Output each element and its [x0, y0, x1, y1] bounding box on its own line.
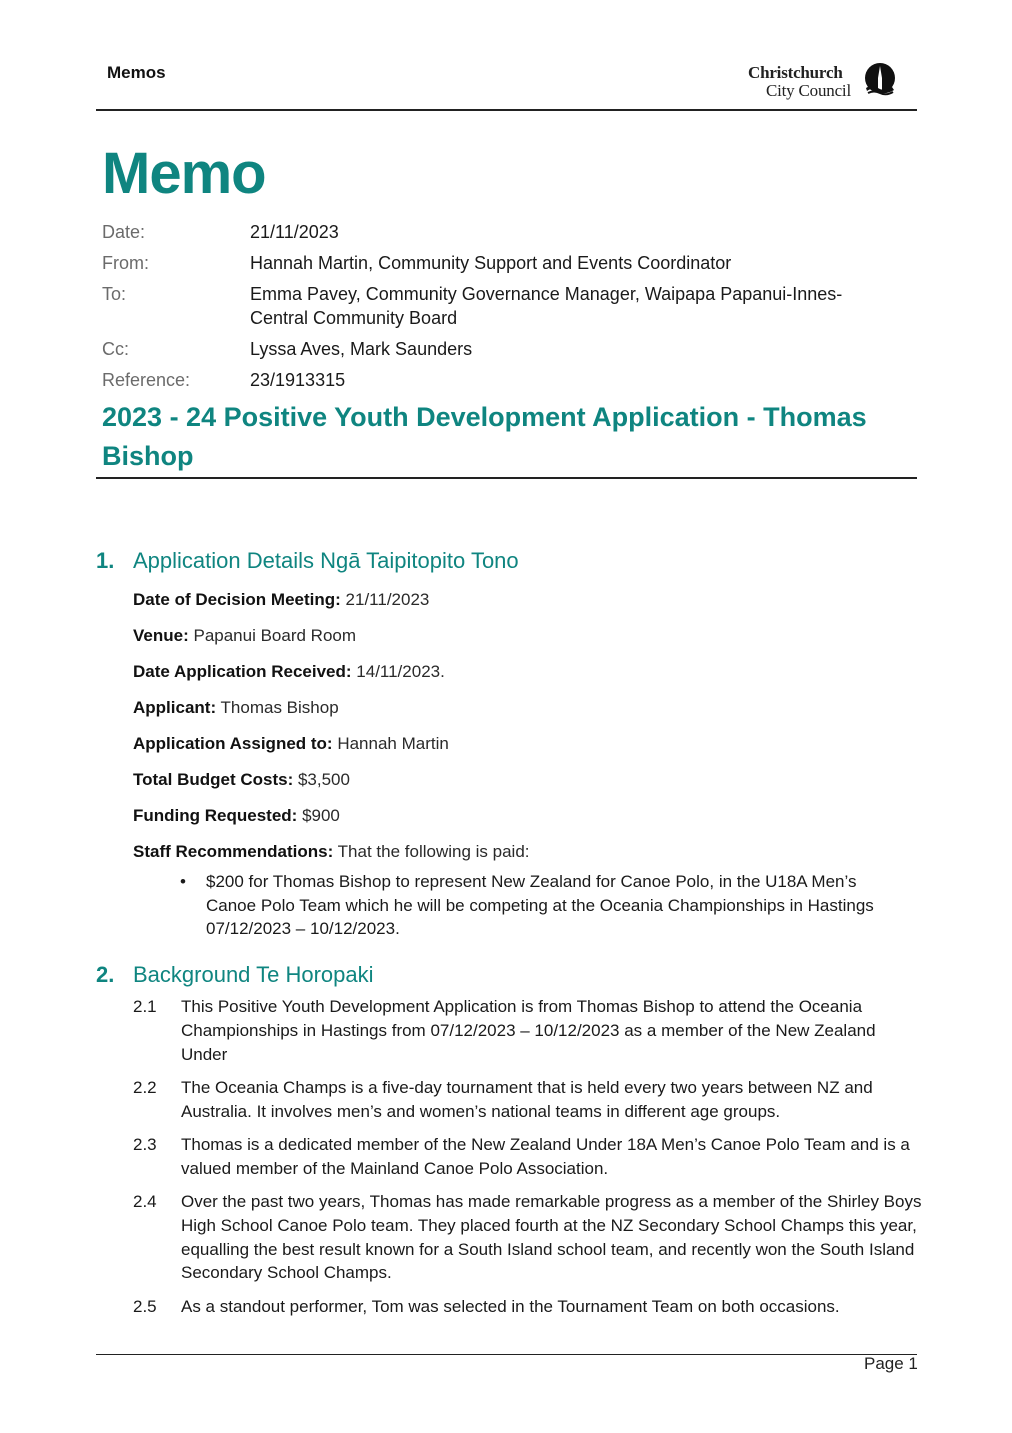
application-details: [133, 588, 903, 876]
meta-key: Reference:: [102, 370, 191, 390]
meta-row-date: [102, 220, 902, 244]
header-label: Memos: [107, 63, 166, 82]
meta-value: Lyssa Aves, Mark Saunders: [250, 339, 473, 359]
detail-row: [133, 660, 903, 696]
memo-title: Memo: [102, 141, 266, 206]
meta-row-cc: [102, 337, 902, 361]
list-item: $200 for Thomas Bishop to represent New Zealand for Canoe Polo, in the U18A Men’s Canoe Polo Team which he will be competing at the Oceania Championships in Hastings 07/12/2023 – 10/12/2023.: [206, 872, 874, 938]
detail-label: Date of Decision Meeting:: [133, 590, 341, 609]
page-number: Page 1: [864, 1354, 918, 1373]
detail-row: [133, 588, 903, 624]
header-rule: [96, 109, 917, 111]
detail-value: 14/11/2023.: [356, 662, 445, 681]
background-paragraph: [133, 1076, 923, 1124]
subject-rule: [96, 477, 917, 479]
detail-row: [133, 768, 903, 804]
detail-row: [133, 804, 903, 840]
recommendation-list: [180, 870, 900, 941]
paragraph-number: 2.2: [133, 1078, 157, 1097]
detail-label: Staff Recommendations:: [133, 842, 334, 861]
detail-row: [133, 696, 903, 732]
paragraph-text: Over the past two years, Thomas has made remarkable progress as a member of the Shirley Boys High School Canoe Polo team. They placed fourth at the NZ Secondary School Champs this year, equalling the best result known for a South Island school team, and recently won the South Island Secondary School Champs.: [181, 1192, 922, 1283]
meta-value: 23/1913315: [250, 370, 346, 390]
logo-text-line1: Christchurch: [748, 63, 843, 82]
section-heading-2: [96, 962, 374, 988]
detail-label: Funding Requested:: [133, 806, 298, 825]
paragraph-number: 2.1: [133, 997, 157, 1016]
meta-key: To:: [102, 284, 127, 304]
section-title: Application Details Ngā Taipitopito Tono: [133, 548, 519, 573]
section-title: Background Te Horopaki: [133, 962, 374, 987]
paragraph-number: 2.5: [133, 1297, 157, 1316]
detail-value: That the following is paid:: [337, 842, 530, 861]
section-number: 1.: [96, 548, 115, 573]
section-number: 2.: [96, 962, 115, 987]
detail-value: Hannah Martin: [337, 734, 449, 753]
meta-row-from: [102, 251, 902, 275]
footer-rule: [96, 1354, 917, 1355]
logo-text-line2: City Council: [766, 81, 851, 100]
detail-label: Application Assigned to:: [133, 734, 333, 753]
meta-value: 21/11/2023: [250, 222, 339, 242]
detail-value: 21/11/2023: [345, 590, 430, 609]
meta-key: Date:: [102, 222, 146, 242]
meta-value: Hannah Martin, Community Support and Events Coordinator: [250, 253, 732, 273]
background-paragraph: [133, 1190, 923, 1285]
detail-label: Date Application Received:: [133, 662, 352, 681]
detail-label: Applicant:: [133, 698, 217, 717]
detail-value: $3,500: [297, 770, 350, 789]
meta-key: From:: [102, 253, 149, 273]
section-heading-1: [96, 548, 519, 574]
meta-value: Emma Pavey, Community Governance Manager, Waipapa Papanui-Innes-Central Community Board: [250, 284, 843, 328]
cathedral-icon: [862, 62, 898, 98]
detail-row: [133, 732, 903, 768]
detail-label: Venue:: [133, 626, 189, 645]
meta-row-to: [102, 282, 902, 330]
paragraph-text: The Oceania Champs is a five-day tournament that is held every two years between NZ and Australia. It involves men’s and women’s national teams in different age groups.: [181, 1078, 873, 1121]
detail-value: Thomas Bishop: [220, 698, 339, 717]
meta-row-reference: [102, 368, 902, 392]
paragraph-text: This Positive Youth Development Application is from Thomas Bishop to attend the Oceania Championships in Hastings from 07/12/2023 – 10/12/2023 as a member of the New Zealand Under: [181, 997, 876, 1064]
detail-value: Papanui Board Room: [193, 626, 357, 645]
paragraph-number: 2.3: [133, 1135, 157, 1154]
background-paragraph: [133, 1295, 923, 1319]
background-paragraph: [133, 995, 923, 1066]
paragraph-text: Thomas is a dedicated member of the New Zealand Under 18A Men’s Canoe Polo Team and is a valued member of the Mainland Canoe Polo Association.: [181, 1135, 910, 1178]
bullet-icon: •: [180, 872, 186, 891]
detail-row: [133, 624, 903, 660]
memo-subject: 2023 - 24 Positive Youth Development Application - Thomas Bishop: [102, 402, 867, 471]
detail-value: $900: [302, 806, 340, 825]
paragraph-text: As a standout performer, Tom was selected in the Tournament Team on both occasions.: [181, 1297, 840, 1316]
background-paragraph: [133, 1133, 923, 1181]
paragraph-number: 2.4: [133, 1192, 157, 1211]
meta-key: Cc:: [102, 339, 129, 359]
memo-meta: [102, 220, 902, 399]
council-logo: [748, 62, 898, 102]
detail-label: Total Budget Costs:: [133, 770, 294, 789]
